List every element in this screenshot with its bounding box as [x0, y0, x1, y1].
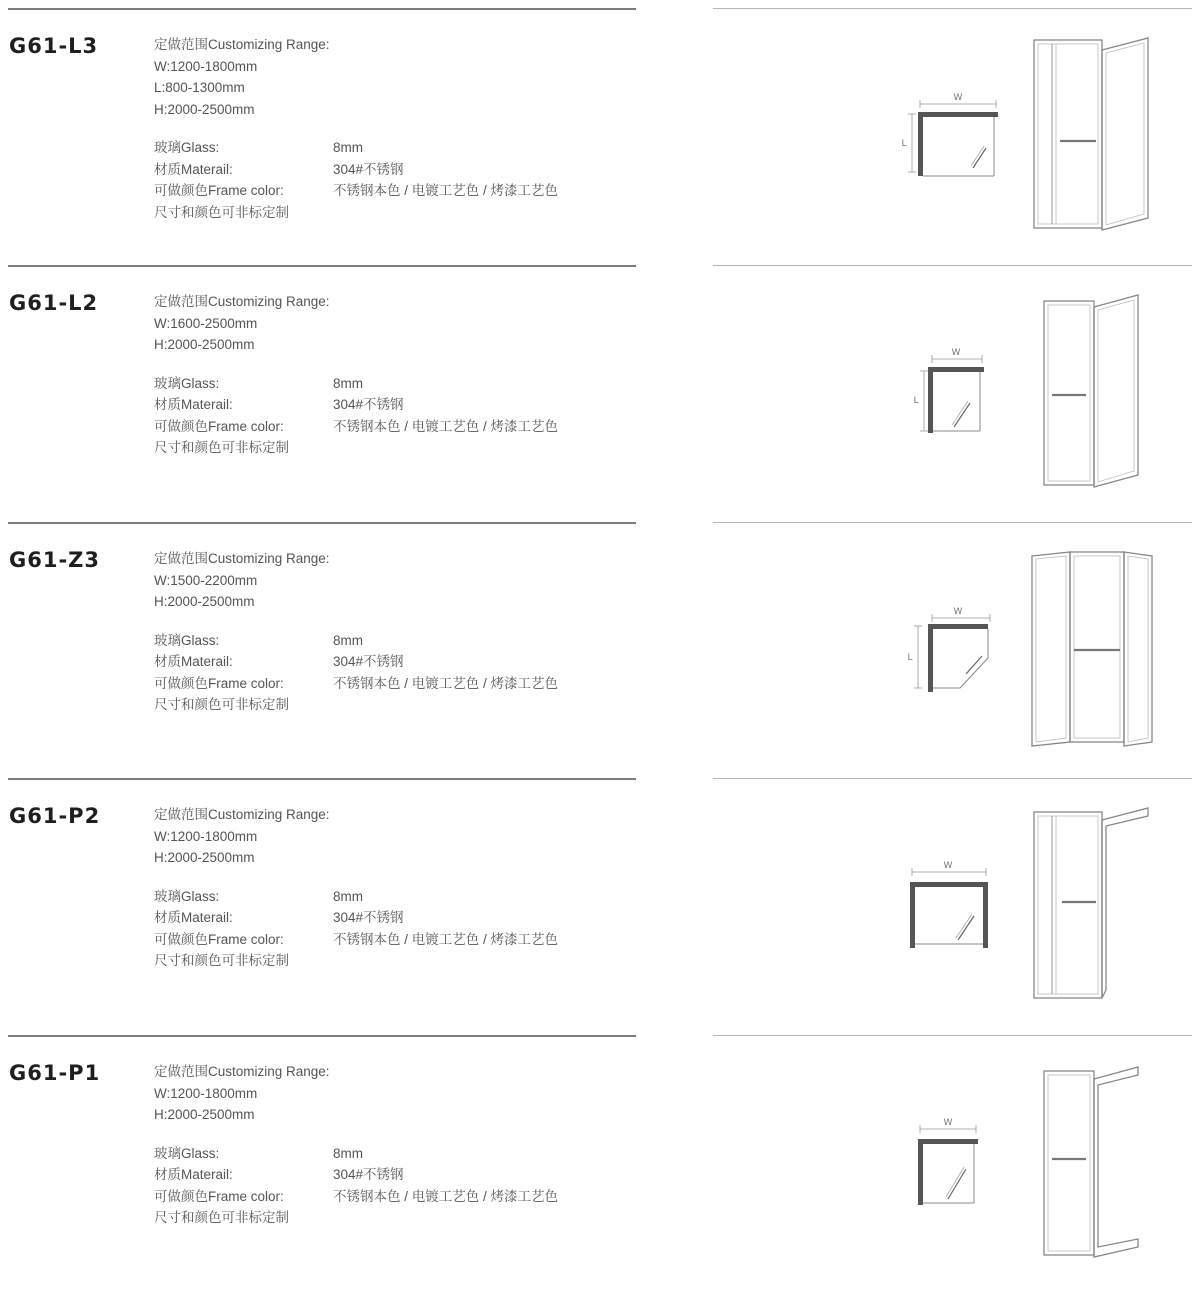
glass-row [154, 137, 363, 159]
model-name: G61-L3 [9, 34, 99, 58]
glass-label: 玻璃Glass: [154, 375, 220, 391]
section-divider [713, 1035, 1192, 1036]
section-divider [713, 265, 1192, 266]
model-name: G61-P1 [9, 1061, 101, 1085]
material-row [154, 651, 404, 673]
material-label: 材质Materail: [154, 910, 233, 925]
glass-value: 8mm [333, 632, 363, 648]
frame-color-label: 可做颜色Frame color: [154, 1188, 284, 1204]
custom-note: 尺寸和颜色可非标定制 [154, 204, 289, 220]
width-dimension-label: W [943, 861, 953, 871]
custom-note: 尺寸和颜色可非标定制 [154, 697, 289, 712]
custom-note: 尺寸和颜色可非标定制 [154, 953, 289, 968]
length-dimension-label: L [907, 653, 913, 663]
floor-plan-diagram [900, 858, 1000, 953]
range-width: W:1200-1800mm [154, 828, 258, 844]
frame-color-label: 可做颜色Frame color: [154, 931, 284, 947]
width-dimension-label: W [943, 1118, 953, 1128]
width-dimension-label: W [951, 348, 961, 358]
spec-block [154, 1061, 559, 1229]
material-label: 材质Materail: [154, 1167, 233, 1182]
section-divider [8, 1035, 636, 1037]
section-divider [8, 8, 636, 10]
material-label: 材质Materail: [154, 654, 233, 669]
glass-label: 玻璃Glass: [154, 1145, 220, 1161]
range-height: H:2000-2500mm [154, 101, 255, 117]
custom-note: 尺寸和颜色可非标定制 [154, 1210, 289, 1225]
material-row [154, 159, 404, 181]
range-width: W:1200-1800mm [154, 58, 258, 74]
material-value: 304#不锈钢 [333, 161, 404, 177]
section-divider [713, 778, 1192, 779]
range-height: H:2000-2500mm [154, 594, 255, 609]
spec-block [154, 548, 559, 716]
product-section-g61-p1 [0, 1035, 1200, 1292]
range-height: H:2000-2500mm [154, 337, 255, 352]
glass-row [154, 630, 363, 652]
frame-color-row [154, 416, 559, 438]
frame-color-value: 不锈钢本色 / 电镀工艺色 / 烤漆工艺色 [333, 1188, 559, 1204]
section-divider [8, 522, 636, 524]
model-name: G61-Z3 [9, 548, 101, 572]
frame-color-value: 不锈钢本色 / 电镀工艺色 / 烤漆工艺色 [333, 183, 559, 198]
material-label: 材质Materail: [154, 161, 233, 177]
glass-value: 8mm [333, 1145, 363, 1161]
frame-color-value: 不锈钢本色 / 电镀工艺色 / 烤漆工艺色 [333, 675, 559, 691]
frame-color-row [154, 929, 559, 951]
length-dimension-label: L [901, 139, 907, 149]
glass-value: 8mm [333, 888, 363, 904]
range-width: W:1500-2200mm [154, 572, 258, 588]
glass-value: 8mm [333, 375, 363, 391]
range-length: L:800-1300mm [154, 80, 245, 95]
frame-color-row [154, 180, 559, 202]
frame-color-label: 可做颜色Frame color: [154, 675, 284, 691]
shower-enclosure-elevation [1030, 806, 1155, 1006]
frame-color-label: 可做颜色Frame color: [154, 418, 284, 434]
floor-plan-diagram [908, 1115, 998, 1210]
spec-block [154, 804, 559, 972]
glass-value: 8mm [333, 140, 363, 155]
width-dimension-label: W [953, 93, 963, 103]
model-name: G61-L2 [9, 291, 99, 315]
frame-color-value: 不锈钢本色 / 电镀工艺色 / 烤漆工艺色 [333, 418, 559, 434]
glass-label: 玻璃Glass: [154, 888, 220, 904]
floor-plan-diagram [898, 88, 1008, 188]
range-label: 定做范围Customizing Range: [154, 294, 330, 309]
frame-color-row [154, 673, 559, 695]
material-value: 304#不锈钢 [333, 654, 404, 669]
range-label: 定做范围Customizing Range: [154, 1064, 330, 1079]
glass-label: 玻璃Glass: [154, 140, 220, 155]
product-section-g61-z3 [0, 522, 1200, 779]
glass-row [154, 1143, 363, 1165]
product-section-g61-p2 [0, 778, 1200, 1035]
product-section-g61-l2 [0, 265, 1200, 522]
material-row [154, 1164, 404, 1186]
model-name: G61-P2 [9, 804, 101, 828]
range-height: H:2000-2500mm [154, 850, 255, 865]
range-height: H:2000-2500mm [154, 1107, 255, 1122]
custom-note: 尺寸和颜色可非标定制 [154, 440, 289, 455]
spec-block [154, 291, 559, 459]
shower-enclosure-elevation [1040, 1063, 1145, 1263]
shower-enclosure-elevation [1028, 550, 1158, 750]
range-label: 定做范围Customizing Range: [154, 551, 330, 566]
shower-enclosure-elevation [1040, 293, 1145, 493]
floor-plan-diagram [906, 343, 1006, 438]
width-dimension-label: W [953, 607, 963, 617]
section-divider [8, 265, 636, 267]
range-label: 定做范围Customizing Range: [154, 807, 330, 822]
section-divider [8, 778, 636, 780]
material-row [154, 907, 404, 929]
material-value: 304#不锈钢 [333, 397, 404, 412]
glass-row [154, 373, 363, 395]
material-value: 304#不锈钢 [333, 1167, 404, 1182]
product-section-g61-l3 [0, 8, 1200, 265]
material-row [154, 394, 404, 416]
glass-row [154, 886, 363, 908]
frame-color-label: 可做颜色Frame color: [154, 183, 284, 198]
shower-enclosure-elevation [1030, 36, 1155, 236]
range-label: 定做范围Customizing Range: [154, 37, 330, 52]
spec-block [154, 34, 559, 223]
section-divider [713, 8, 1192, 9]
material-label: 材质Materail: [154, 397, 233, 412]
glass-label: 玻璃Glass: [154, 632, 220, 648]
length-dimension-label: L [913, 396, 919, 406]
frame-color-value: 不锈钢本色 / 电镀工艺色 / 烤漆工艺色 [333, 931, 559, 947]
frame-color-row [154, 1186, 559, 1208]
floor-plan-diagram [902, 602, 1002, 702]
range-width: W:1600-2500mm [154, 315, 258, 331]
range-width: W:1200-1800mm [154, 1085, 258, 1101]
material-value: 304#不锈钢 [333, 910, 404, 925]
section-divider [713, 522, 1192, 523]
